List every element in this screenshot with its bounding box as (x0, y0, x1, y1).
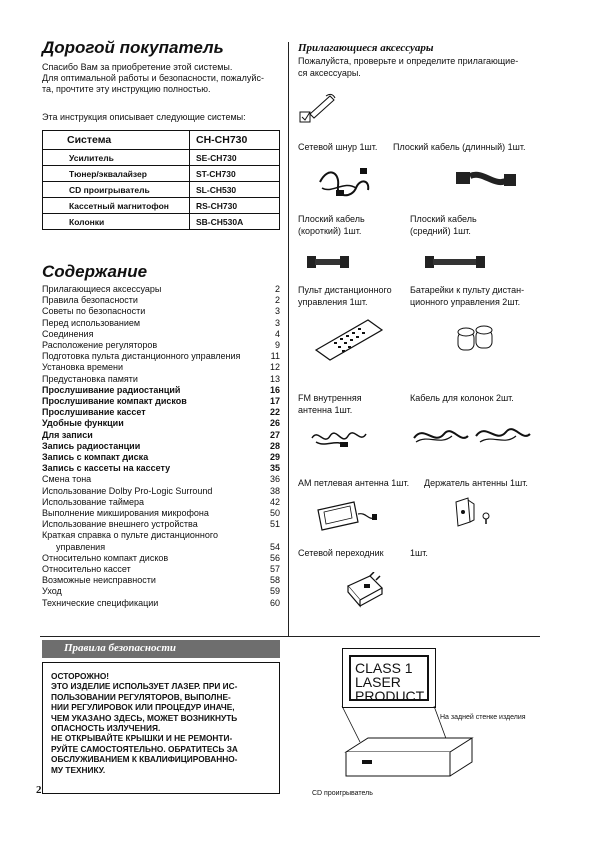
toc-entry-page: 2 (274, 284, 280, 294)
toc-entry-title: Запись радиостанции (42, 440, 141, 451)
antenna-holder-icon (452, 496, 494, 528)
toc-entry-title: Прослушивание радиостанций (42, 384, 181, 395)
toc-row (42, 598, 280, 609)
toc-row (42, 362, 280, 373)
page-title: Дорогой покупатель (42, 38, 224, 57)
table-row (43, 166, 280, 182)
toc-entry-page: 2 (274, 295, 280, 306)
am-antenna-label: АМ петлевая антенна 1шт. (298, 478, 410, 488)
toc-entry-page: 28 (269, 440, 280, 451)
warning-line: ЧЕМ УКАЗАНО ЗДЕСЬ, МОЖЕТ ВОЗНИКНУТЬ (51, 712, 238, 723)
table-row (43, 198, 280, 214)
toc-entry-title: Возможные неисправности (42, 575, 156, 586)
toc-entry-page: 12 (269, 362, 280, 373)
rear-panel-caption: На задней стенке изделия (440, 714, 526, 721)
toc-row (42, 430, 280, 441)
power-cord-label: Сетевой шнур 1шт. (298, 142, 378, 152)
toc-entry-page: 54 (269, 541, 280, 552)
remote-label (298, 284, 392, 308)
toc-entry-title: Перед использованием (42, 317, 141, 328)
table-of-contents (42, 284, 280, 609)
toc-row (42, 542, 280, 553)
table-cell: SE-CH730 (190, 150, 280, 166)
power-adapter-icon (342, 572, 388, 608)
table-cell: Колонки (43, 214, 190, 230)
section-divider (40, 636, 540, 637)
accessories-intro (298, 55, 518, 79)
fm-antenna-icon (310, 424, 368, 450)
flat-cable-mid-icon (424, 254, 486, 270)
label-line: управления 1шт. (298, 297, 368, 307)
toc-row (42, 418, 280, 429)
table-cell: Усилитель (43, 150, 190, 166)
toc-row (42, 284, 280, 295)
toc-row (42, 553, 280, 564)
systems-table (42, 130, 280, 230)
toc-entry-title: Краткая справка о пульте дистанционного (42, 530, 218, 541)
toc-row (42, 575, 280, 586)
table-cell: SB-CH530A (190, 214, 280, 230)
laser-class-inner (349, 655, 429, 704)
toc-row (42, 519, 280, 530)
toc-row (42, 452, 280, 463)
toc-row (42, 351, 280, 362)
label-line: (средний) 1шт. (410, 226, 471, 236)
label-line: Пульт дистанционного (298, 285, 392, 295)
warning-line: МУ ТЕХНИКУ. (51, 764, 106, 775)
power-adapter-qty: 1шт. (410, 548, 428, 558)
toc-entry-page: 29 (269, 452, 280, 463)
fm-antenna-label (298, 392, 362, 416)
cd-player-caption: CD проигрыватель (312, 790, 373, 797)
batteries-icon (454, 324, 498, 354)
toc-entry-page: 9 (274, 340, 280, 351)
toc-entry-page: 36 (269, 474, 280, 485)
table-row (43, 182, 280, 198)
intro-line: Для оптимальной работы и безопасности, пожалуйс- (42, 73, 264, 83)
toc-entry-title: Прослушивание кассет (42, 407, 146, 418)
toc-entry-title: Расположение регуляторов (42, 340, 158, 351)
toc-row (42, 374, 280, 385)
toc-entry-title: Использование внешнего устройства (42, 519, 198, 530)
contents-title: Содержание (42, 262, 148, 281)
pen-check-icon (298, 92, 338, 126)
warning-line: ОБСЛУЖИВАНИЕМ К КВАЛИФИЦИРОВАННО- (51, 754, 238, 765)
toc-row (42, 463, 280, 474)
toc-row (42, 586, 280, 597)
column-divider (288, 42, 289, 636)
label-line: FM внутренняя (298, 393, 362, 403)
toc-entry-title: Смена тона (42, 474, 92, 485)
toc-entry-title: управления (56, 541, 106, 552)
intro-line: ся аксессуары. (298, 68, 361, 78)
toc-row (42, 564, 280, 575)
toc-entry-title: Прослушивание компакт дисков (42, 396, 187, 407)
antenna-holder-label: Держатель антенны 1шт. (424, 478, 528, 488)
toc-entry-title: Уход (42, 586, 62, 597)
flat-cable-short-icon (306, 254, 350, 270)
intro-text (42, 62, 287, 95)
speaker-cable-icon (410, 418, 534, 448)
toc-entry-page: 57 (269, 564, 280, 575)
toc-row (42, 407, 280, 418)
toc-row (42, 340, 280, 351)
toc-entry-title: Удобные функции (42, 418, 124, 429)
toc-entry-title: Запись с компакт диска (42, 452, 149, 463)
warning-line: НИИ РЕГУЛИРОВОК ИЛИ ПРОЦЕДУР ИНАЧЕ, (51, 702, 235, 713)
power-adapter-label: Сетевой переходник (298, 548, 384, 558)
toc-entry-title: Относительно компакт дисков (42, 552, 169, 563)
toc-row (42, 318, 280, 329)
toc-entry-title: Относительно кассет (42, 564, 131, 575)
toc-entry-page: 4 (274, 328, 280, 339)
label-line: (короткий) 1шт. (298, 226, 362, 236)
flat-cable-long-icon (454, 166, 518, 194)
class-line: LASER PRODUCT (355, 674, 425, 704)
table-cell: Тюнер/эквалайзер (43, 166, 190, 182)
systems-intro: Эта инструкция описывает следующие системы: (42, 112, 246, 122)
table-cell: Система (43, 131, 190, 150)
toc-row (42, 497, 280, 508)
label-line: Плоский кабель (410, 214, 477, 224)
toc-entry-page: 59 (269, 586, 280, 597)
toc-row (42, 441, 280, 452)
toc-entry-page: 60 (269, 597, 280, 608)
toc-entry-page: 38 (269, 485, 280, 496)
toc-entry-title: Прилагающиеся аксессуары (42, 284, 162, 294)
toc-entry-page: 13 (269, 373, 280, 384)
toc-row (42, 474, 280, 485)
accessories-title: Прилагающиеся аксессуары (298, 42, 434, 54)
toc-entry-title: Использование Dolby Pro-Logic Surround (42, 485, 213, 496)
toc-entry-page: 42 (269, 496, 280, 507)
page-number: 2 (36, 784, 42, 796)
class-line: CLASS 1 (355, 660, 413, 676)
batteries-label (410, 284, 524, 308)
toc-entry-title: Подготовка пульта дистанционного управления (42, 351, 241, 362)
flat-cable-short-label (298, 213, 365, 237)
table-cell: RS-CH730 (190, 198, 280, 214)
intro-line: та, прочтите эту инструкцию полностью. (42, 84, 211, 94)
toc-row (42, 329, 280, 340)
table-cell: ST-CH730 (190, 166, 280, 182)
table-row (43, 150, 280, 166)
table-cell: CH-CH730 (190, 131, 280, 150)
cd-player-icon (340, 724, 480, 784)
warning-line: НЕ ОТКРЫВАЙТЕ КРЫШКИ И НЕ РЕМОНТИ- (51, 733, 233, 744)
toc-row (42, 530, 280, 541)
toc-entry-page: 56 (269, 552, 280, 563)
table-cell: Кассетный магнитофон (43, 198, 190, 214)
toc-row (42, 295, 280, 306)
warning-line: РУЙТЕ САМОСТОЯТЕЛЬНО. ОБРАТИТЕСЬ ЗА (51, 743, 238, 754)
speaker-cable-label: Кабель для колонок 2шт. (410, 393, 514, 403)
remote-control-icon (312, 316, 386, 364)
warning-line: ЭТО ИЗДЕЛИЕ ИСПОЛЬЗУЕТ ЛАЗЕР. ПРИ ИС- (51, 681, 238, 692)
table-row (43, 214, 280, 230)
toc-entry-title: Правила безопасности (42, 295, 138, 306)
toc-row (42, 396, 280, 407)
toc-entry-title: Советы по безопасности (42, 306, 146, 317)
laser-class-label (342, 648, 436, 708)
table-cell: CD проигрыватель (43, 182, 190, 198)
toc-entry-title: Выполнение микширования микрофона (42, 508, 209, 519)
toc-entry-page: 27 (269, 429, 280, 440)
flat-cable-long-label: Плоский кабель (длинный) 1шт. (393, 142, 526, 152)
toc-entry-title: Для записи (42, 429, 93, 440)
toc-entry-page: 22 (269, 407, 280, 418)
toc-entry-page: 3 (274, 306, 280, 317)
label-line: Плоский кабель (298, 214, 365, 224)
toc-entry-title: Установка времени (42, 362, 124, 373)
toc-entry-page: 26 (269, 418, 280, 429)
toc-entry-page: 16 (269, 384, 280, 395)
table-cell: SL-CH530 (190, 182, 280, 198)
toc-entry-title: Запись с кассеты на кассету (42, 463, 171, 474)
label-line: ционного управления 2шт. (410, 297, 521, 307)
label-line: антенна 1шт. (298, 405, 353, 415)
toc-entry-title: Предустановка памяти (42, 373, 138, 384)
toc-row (42, 508, 280, 519)
toc-entry-title: Технические спецификации (42, 597, 159, 608)
warning-line: ОПАСНОСТЬ ИЗЛУЧЕНИЯ. (51, 723, 161, 734)
flat-cable-mid-label (410, 213, 477, 237)
toc-entry-page: 11 (270, 351, 280, 362)
safety-header (42, 640, 280, 658)
toc-row (42, 385, 280, 396)
toc-row (42, 306, 280, 317)
toc-entry-title: Соединения (42, 328, 94, 339)
toc-entry-page: 3 (274, 317, 280, 328)
toc-entry-page: 58 (269, 575, 280, 586)
toc-entry-page: 35 (269, 463, 280, 474)
warning-line: ПОЛЬЗОВАНИИ РЕГУЛЯТОРОВ, ВЫПОЛНЕ- (51, 691, 231, 702)
intro-line: Спасибо Вам за приобретение этой системы. (42, 62, 233, 72)
safety-title: Правила безопасности (64, 642, 177, 654)
power-cord-icon (316, 162, 372, 200)
label-line: Батарейки к пульту дистан- (410, 285, 525, 295)
laser-warning (42, 662, 280, 794)
intro-line: Пожалуйста, проверьте и определите прилагающие- (298, 56, 519, 66)
toc-entry-page: 51 (269, 519, 280, 530)
warning-line: ОСТОРОЖНО! (51, 671, 110, 681)
table-row (43, 131, 280, 150)
toc-entry-page: 17 (269, 396, 280, 407)
toc-row (42, 486, 280, 497)
toc-entry-page: 50 (269, 508, 280, 519)
toc-entry-title: Использование таймера (42, 496, 145, 507)
am-loop-antenna-icon (314, 496, 380, 538)
